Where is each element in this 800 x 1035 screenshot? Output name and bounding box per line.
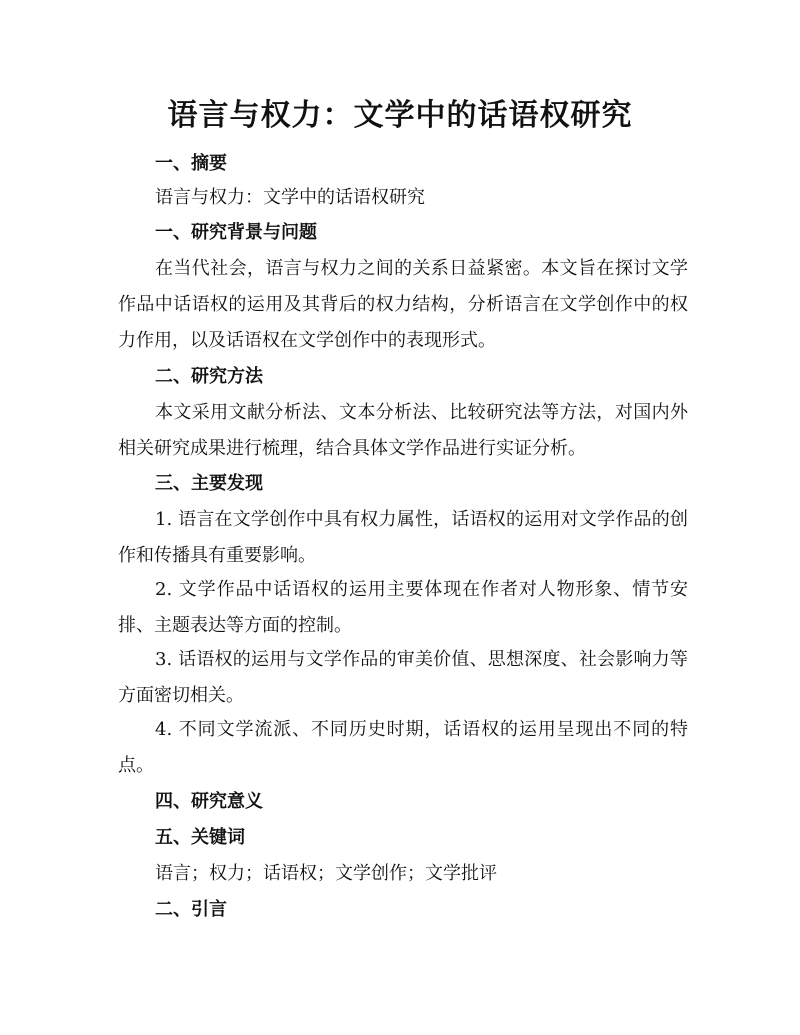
significance-heading: 四、研究意义 bbox=[155, 791, 263, 812]
background-heading: 一、研究背景与问题 bbox=[155, 222, 317, 243]
introduction-heading: 二、引言 bbox=[155, 899, 227, 920]
findings-heading: 三、主要发现 bbox=[155, 473, 263, 494]
keywords-line: 语言；权力；话语权；文学创作；文学批评 bbox=[155, 863, 497, 884]
abstract-line: 语言与权力：文学中的话语权研究 bbox=[155, 187, 425, 208]
methods-paragraph: 本文采用文献分析法、文本分析法、比较研究法等方法，对国内外相关研究成果进行梳理，结合具体文学作品进行实证分析。 bbox=[118, 402, 688, 459]
background-paragraph: 在当代社会，语言与权力之间的关系日益紧密。本文旨在探讨文学作品中话语权的运用及其背后的权力结构，分析语言在文学创作中的权力作用，以及话语权在文学创作中的表现形式。 bbox=[118, 258, 688, 351]
finding-item: 4. 不同文学流派、不同历史时期，话语权的运用呈现出不同的特点。 bbox=[118, 719, 688, 776]
document-title: 语言与权力：文学中的话语权研究 bbox=[167, 98, 633, 133]
methods-heading: 二、研究方法 bbox=[155, 366, 263, 387]
finding-item: 2. 文学作品中话语权的运用主要体现在作者对人物形象、情节安排、主题表达等方面的控制。 bbox=[118, 579, 688, 636]
abstract-heading: 一、摘要 bbox=[155, 153, 227, 174]
finding-item: 3. 话语权的运用与文学作品的审美价值、思想深度、社会影响力等方面密切相关。 bbox=[118, 649, 688, 706]
keywords-heading: 五、关键词 bbox=[155, 827, 245, 848]
finding-item: 1. 语言在文学创作中具有权力属性，话语权的运用对文学作品的创作和传播具有重要影响。 bbox=[118, 509, 688, 566]
